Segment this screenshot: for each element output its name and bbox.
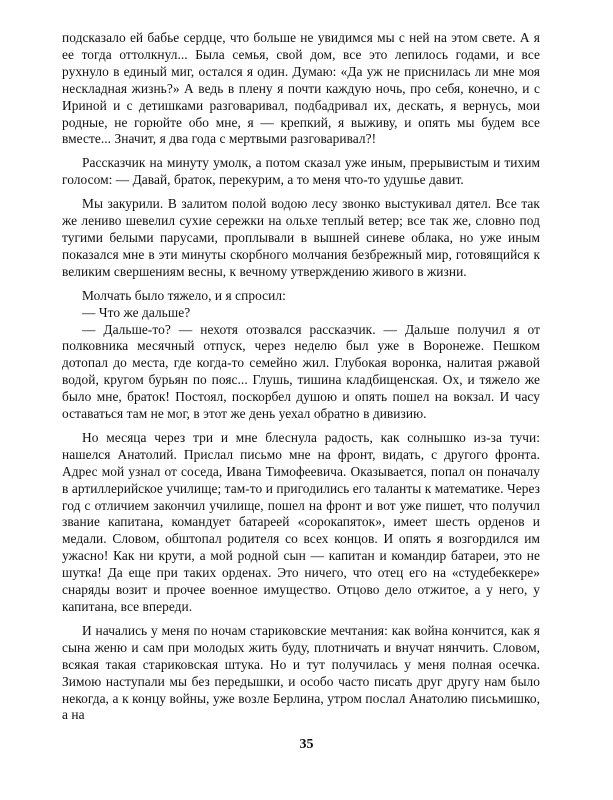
- page-number: 35: [299, 737, 314, 752]
- dialogue-line: — Дальше-то? — нехотя отозвался рассказчик. — Дальше получил я от полковника месячный отпуск, через неделю был уже в Воронеже. Пешком дотопал до места, где когда-то семейно жил. Глубокая воронка, налитая ржавой водой, кругом бурьян по пояс... Глушь, тишина кладбищенская. Ох, и тяжело же было мне, браток! Постоял, поскорбел душою и опять пошел на вокзал. И часу оставаться там не мог, в этот же день уехал обратно в дивизию.: [62, 321, 540, 422]
- paragraph: Мы закурили. В залитом полой водою лесу звонко выстукивал дятел. Все так же лениво шевелил сухие сережки на ольхе теплый ветер; все так же, словно под тугими белыми парусами, проплывали в вышней синеве облака, но уже иным показался мне в эти минуты скорбного молчания безбрежный мир, готовящийся к великим свершениям весны, к вечному утверждению живого в жизни.: [62, 196, 540, 279]
- paragraph: Но месяца через три и мне блеснула радость, как солнышко из-за тучи: нашелся Анатолий. Прислал письмо мне на фронт, видать, с другого фронта. Адрес мой узнал от соседа, Ивана Тимофеевича. Оказывается, попал он поначалу в артиллерийское училище; там-то и пригодились его таланты к математике. Через год с отличием закончил училище, пошел на фронт и вот уже пишет, что получил звание капитана, командует батареей «сорокапяток», имеет шесть орденов и медали. Словом, обштопал родителя со всех концов. И опять я возгордился им ужасно! Как ни крути, а мой родной сын — капитан и командир батареи, это не шутка! Да еще при таких орденах. Это ничего, что отец его на «студебеккере» снаряды возит и прочее военное имущество. Отцово дело отжитое, а у него, у капитана, все впереди.: [62, 429, 540, 614]
- paragraph: Молчать было тяжело, и я спросил:: [82, 287, 286, 303]
- body-text: [62, 30, 540, 731]
- dialogue-line: — Что же дальше?: [82, 304, 191, 320]
- paragraph: И начались у меня по ночам стариковские мечтания: как война кончится, как я сына женю и сам при молодых жить буду, плотничать и внучат нянчить. Словом, всякая такая стариковская штука. Но и тут получилась у меня полная осечка. Зимою наступали мы без передышки, и особо часто писать друг другу нам было некогда, а к концу войны, уже возле Берлина, утром послал Анатолию письмишко, а на: [62, 622, 540, 723]
- paragraph-continuation: подсказало ей бабье сердце, что больше не увидимся мы с ней на этом свете. А я ее тогда оттолкнул... Была семья, свой дом, все это лепилось годами, и все рухнуло в единый миг, остался я один. Думаю: «Да уж не приснилась ли мне моя нескладная жизнь?» А ведь в плену я почти каждую ночь, про себя, конечно, и с Ириной и с детишками разговаривал, подбадривал их, дескать, я вернусь, мои родные, не горюйте обо мне, я — крепкий, я выживу, и опять мы будем все вместе... Значит, я два года с мертвыми разговаривал?!: [62, 30, 540, 147]
- paragraph: Рассказчик на минуту умолк, а потом сказал уже иным, прерывистым и тихим голосом: — Давай, браток, перекурим, а то меня что-то удушье давит.: [62, 155, 540, 188]
